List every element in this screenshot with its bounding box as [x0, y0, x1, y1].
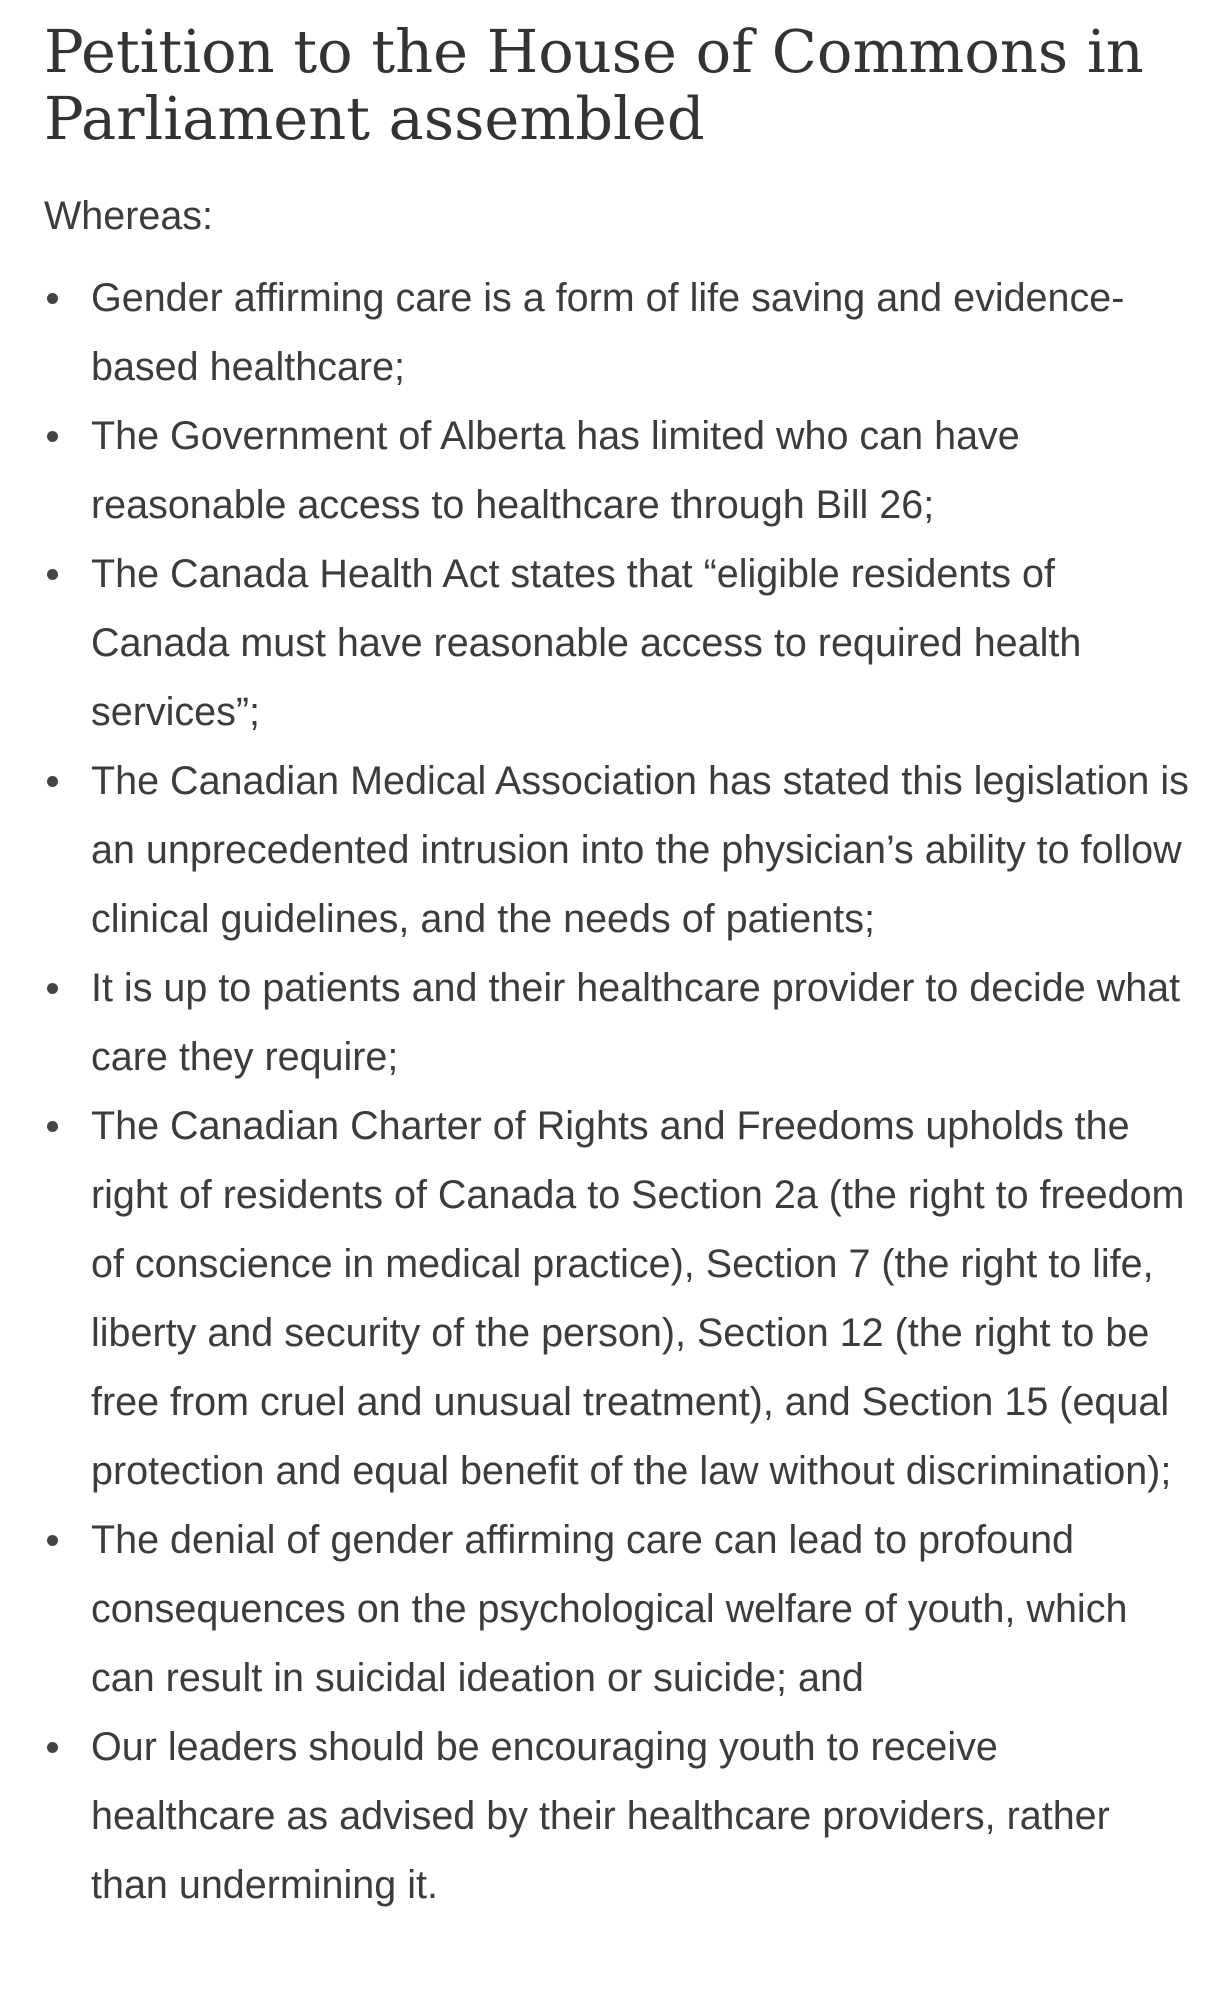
whereas-clause — [44, 1713, 1189, 1920]
whereas-clause — [44, 540, 1189, 747]
bullet-icon — [47, 1742, 58, 1753]
bullet-icon — [47, 569, 58, 580]
whereas-clause — [44, 402, 1189, 540]
clause-text: Gender affirming care is a form of life saving and evidence-based healthcare; — [91, 276, 1125, 389]
clause-text: The Government of Alberta has limited who can have reasonable access to healthcare through Bill 26; — [91, 414, 1020, 527]
bullet-icon — [47, 431, 58, 442]
whereas-clause — [44, 1506, 1189, 1713]
whereas-intro: Whereas: — [44, 194, 214, 238]
whereas-clause — [44, 264, 1189, 402]
bullet-icon — [47, 983, 58, 994]
clause-text: The Canadian Medical Association has stated this legislation is an unprecedented intrusion into the physician’s ability to follow clinical guidelines, and the needs of patients; — [91, 759, 1189, 941]
whereas-clause — [44, 747, 1189, 954]
bullet-icon — [47, 776, 58, 787]
whereas-clause — [44, 1092, 1189, 1506]
clause-text: The Canadian Charter of Rights and Freedoms upholds the right of residents of Canada to Section 2a (the right to freedom of conscience in medical practice), Section 7 (the right to life, liberty and security of the person), Section 12 (the right to be free from cruel and unusual treatment), and Section 15 (equal protection and equal benefit of the law without discrimination); — [91, 1104, 1185, 1493]
bullet-icon — [47, 1121, 58, 1132]
bullet-icon — [47, 293, 58, 304]
petition-title: Petition to the House of Commons in Parliament assembled — [44, 17, 1144, 153]
whereas-clause — [44, 954, 1189, 1092]
bullet-icon — [47, 1535, 58, 1546]
clause-text: The Canada Health Act states that “eligible residents of Canada must have reasonable access to required health services”; — [91, 552, 1082, 734]
clause-text: The denial of gender affirming care can lead to profound consequences on the psychological welfare of youth, which can result in suicidal ideation or suicide; and — [91, 1518, 1128, 1700]
whereas-clause-list — [44, 264, 1189, 1920]
clause-text: It is up to patients and their healthcare provider to decide what care they require; — [91, 966, 1181, 1079]
clause-text: Our leaders should be encouraging youth to receive healthcare as advised by their healthcare providers, rather than undermining it. — [91, 1725, 1110, 1907]
